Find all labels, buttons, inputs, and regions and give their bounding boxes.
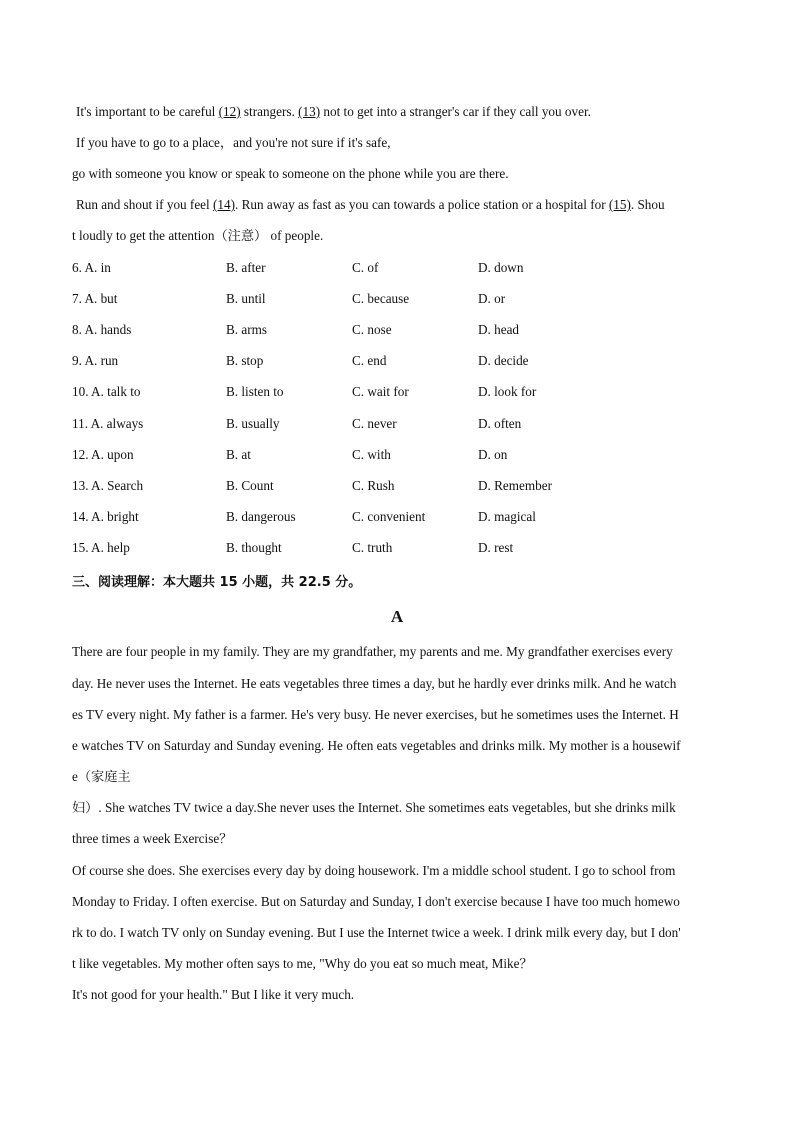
blank-14: (14) <box>212 197 235 212</box>
passage-line: It's not good for your health." But I like it very much. <box>72 987 355 1002</box>
option-c: C. end <box>352 353 387 368</box>
passage-line: day. He never uses the Internet. He eats vegetables three times a day, but he hardly ever drinks milk. And he watch <box>72 676 677 691</box>
passage-line: Monday to Friday. I often exercise. But on Saturday and Sunday, I don't exercise because I have too much homewo <box>72 894 680 909</box>
passage-line: 妇）. She watches TV twice a day.She never uses the Internet. She sometimes eats vegetables, but she drinks milk <box>72 800 676 815</box>
option-d: D. down <box>478 260 524 275</box>
option-a: 12. A. upon <box>72 447 134 462</box>
blank-12: (12) <box>218 104 241 119</box>
blank-15: (15) <box>608 197 631 212</box>
option-a: 9. A. run <box>72 353 119 368</box>
passage-heading: A <box>390 607 404 626</box>
option-c: C. of <box>352 260 379 275</box>
question-11-options <box>72 415 732 433</box>
option-a: 14. A. bright <box>72 509 139 524</box>
passage-line: Of course she does. She exercises every day by doing housework. I'm a middle school student. I go to school from <box>72 863 676 878</box>
passage-line: three times a week Exercise？ <box>72 831 233 846</box>
option-b: B. after <box>226 260 266 275</box>
cloze-text: . Shou <box>630 197 665 212</box>
option-a: 13. A. Search <box>72 478 144 493</box>
option-d: D. Remember <box>478 478 552 493</box>
passage-line: There are four people in my family. They are my grandfather, my parents and me. My grandfather exercises every <box>72 644 673 659</box>
option-c: C. with <box>352 447 391 462</box>
option-b: B. arms <box>226 322 268 337</box>
option-b: B. Count <box>226 478 274 493</box>
option-a: 15. A. help <box>72 540 130 555</box>
cloze-line-1 <box>76 103 591 121</box>
option-d: D. magical <box>478 509 536 524</box>
blank-13: (13) <box>298 104 321 119</box>
option-c: C. Rush <box>352 478 395 493</box>
cloze-text: Run and shout if you feel <box>76 197 213 212</box>
cloze-line-2: If you have to go to a place，and you're not sure if it's safe, <box>76 135 391 150</box>
passage-line: es TV every night. My father is a farmer. He's very busy. He never exercises, but he sometimes uses the Internet. H <box>72 707 679 722</box>
option-d: D. often <box>478 416 522 431</box>
cloze-text: not to get into a stranger's car if they call you over. <box>320 104 591 119</box>
cloze-line-4 <box>76 196 665 214</box>
passage-line: t like vegetables. My mother often says to me, "Why do you eat so much meat, Mike？ <box>72 956 533 971</box>
option-c: C. wait for <box>352 384 409 399</box>
question-12-options <box>72 446 732 464</box>
question-10-options <box>72 383 732 401</box>
option-b: B. until <box>226 291 266 306</box>
option-b: B. usually <box>226 416 280 431</box>
option-b: B. at <box>226 447 251 462</box>
question-15-options <box>72 539 732 557</box>
option-b: B. listen to <box>226 384 284 399</box>
option-d: D. on <box>478 447 508 462</box>
option-d: D. rest <box>478 540 514 555</box>
question-8-options <box>72 321 732 339</box>
option-a: 8. A. hands <box>72 322 132 337</box>
question-7-options <box>72 290 732 308</box>
option-d: D. or <box>478 291 506 306</box>
passage-line: e（家庭主 <box>72 769 131 784</box>
cloze-text: strangers. <box>240 104 299 119</box>
passage-line: e watches TV on Saturday and Sunday evening. He often eats vegetables and drinks milk. My mother is a housewif <box>72 738 681 753</box>
option-a: 7. A. but <box>72 291 118 306</box>
cloze-line-5: t loudly to get the attention（注意） of people. <box>72 228 324 243</box>
option-d: D. head <box>478 322 520 337</box>
section-title: 三、阅读理解：本大题共 15 小题，共 22.5 分。 <box>72 575 362 590</box>
option-b: B. dangerous <box>226 509 296 524</box>
passage-line: rk to do. I watch TV only on Sunday evening. But I use the Internet twice a week. I drink milk every day, but I don' <box>72 925 681 940</box>
option-d: D. look for <box>478 384 537 399</box>
option-d: D. decide <box>478 353 529 368</box>
option-c: C. because <box>352 291 410 306</box>
question-14-options <box>72 508 732 526</box>
option-c: C. convenient <box>352 509 426 524</box>
option-c: C. nose <box>352 322 392 337</box>
option-b: B. thought <box>226 540 282 555</box>
question-6-options <box>72 259 732 277</box>
cloze-text: It's important to be careful <box>76 104 219 119</box>
option-c: C. truth <box>352 540 393 555</box>
option-a: 6. A. in <box>72 260 111 275</box>
cloze-line-3: go with someone you know or speak to someone on the phone while you are there. <box>72 166 509 181</box>
option-a: 10. A. talk to <box>72 384 141 399</box>
question-13-options <box>72 477 732 495</box>
cloze-text: . Run away as fast as you can towards a police station or a hospital for <box>234 197 609 212</box>
option-c: C. never <box>352 416 397 431</box>
option-a: 11. A. always <box>72 416 144 431</box>
option-b: B. stop <box>226 353 264 368</box>
question-9-options <box>72 352 732 370</box>
